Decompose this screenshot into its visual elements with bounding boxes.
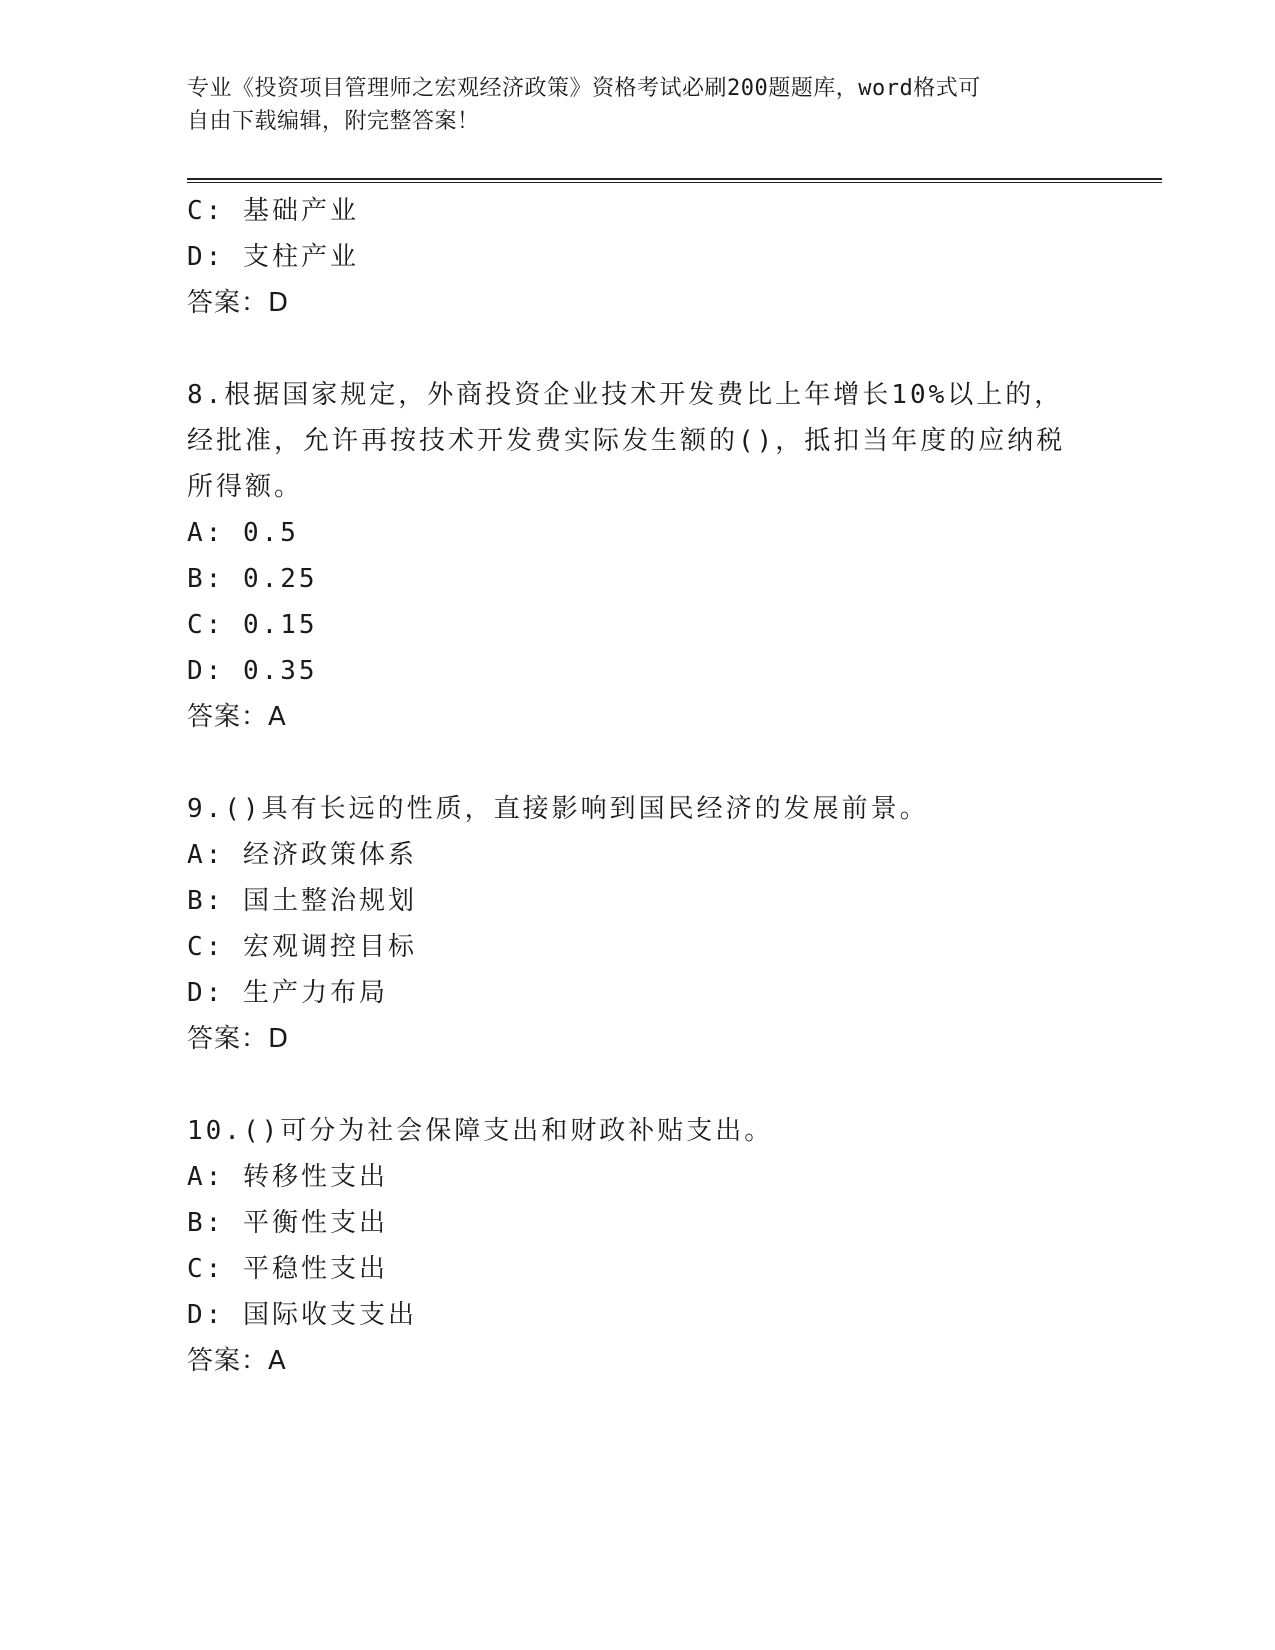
header-line-2: 自由下载编辑，附完整答案！ <box>187 109 480 134</box>
answer-label: 答案：A <box>187 702 287 732</box>
answer-label: 答案：D <box>187 288 290 318</box>
option-c: C: 平稳性支出 <box>187 1254 388 1284</box>
option-c: C: 宏观调控目标 <box>187 932 417 962</box>
question-text: 8.根据国家规定，外商投资企业技术开发费比上年增长10%以上的，经批准，允许再按技术开发费实际发生额的()，抵扣当年度的应纳税所得额。 <box>187 380 1066 502</box>
question-text: 10.()可分为社会保障支出和财政补贴支出。 <box>187 1116 774 1146</box>
option-d: D: 支柱产业 <box>187 242 359 272</box>
option-b: B: 0.25 <box>187 564 318 594</box>
question-list <box>187 188 1087 1384</box>
option-c: C: 0.15 <box>187 610 318 640</box>
header-divider <box>187 178 1162 183</box>
question-10 <box>187 1108 1087 1384</box>
option-a: A: 0.5 <box>187 518 299 548</box>
option-d: D: 0.35 <box>187 656 318 686</box>
option-a: A: 转移性支出 <box>187 1162 388 1192</box>
answer-label: 答案：A <box>187 1346 287 1376</box>
option-c: C: 基础产业 <box>187 196 359 226</box>
question-text: 9.()具有长远的性质，直接影响到国民经济的发展前景。 <box>187 794 929 824</box>
page-header <box>187 72 1087 138</box>
header-line-1: 专业《投资项目管理师之宏观经济政策》资格考试必刷200题题库，word格式可 <box>187 76 981 101</box>
question-8 <box>187 372 1087 740</box>
question-7-continued <box>187 188 1087 326</box>
answer-label: 答案：D <box>187 1024 290 1054</box>
option-a: A: 经济政策体系 <box>187 840 417 870</box>
option-b: B: 国土整治规划 <box>187 886 417 916</box>
option-b: B: 平衡性支出 <box>187 1208 388 1238</box>
option-d: D: 国际收支支出 <box>187 1300 417 1330</box>
question-9 <box>187 786 1087 1062</box>
option-d: D: 生产力布局 <box>187 978 388 1008</box>
